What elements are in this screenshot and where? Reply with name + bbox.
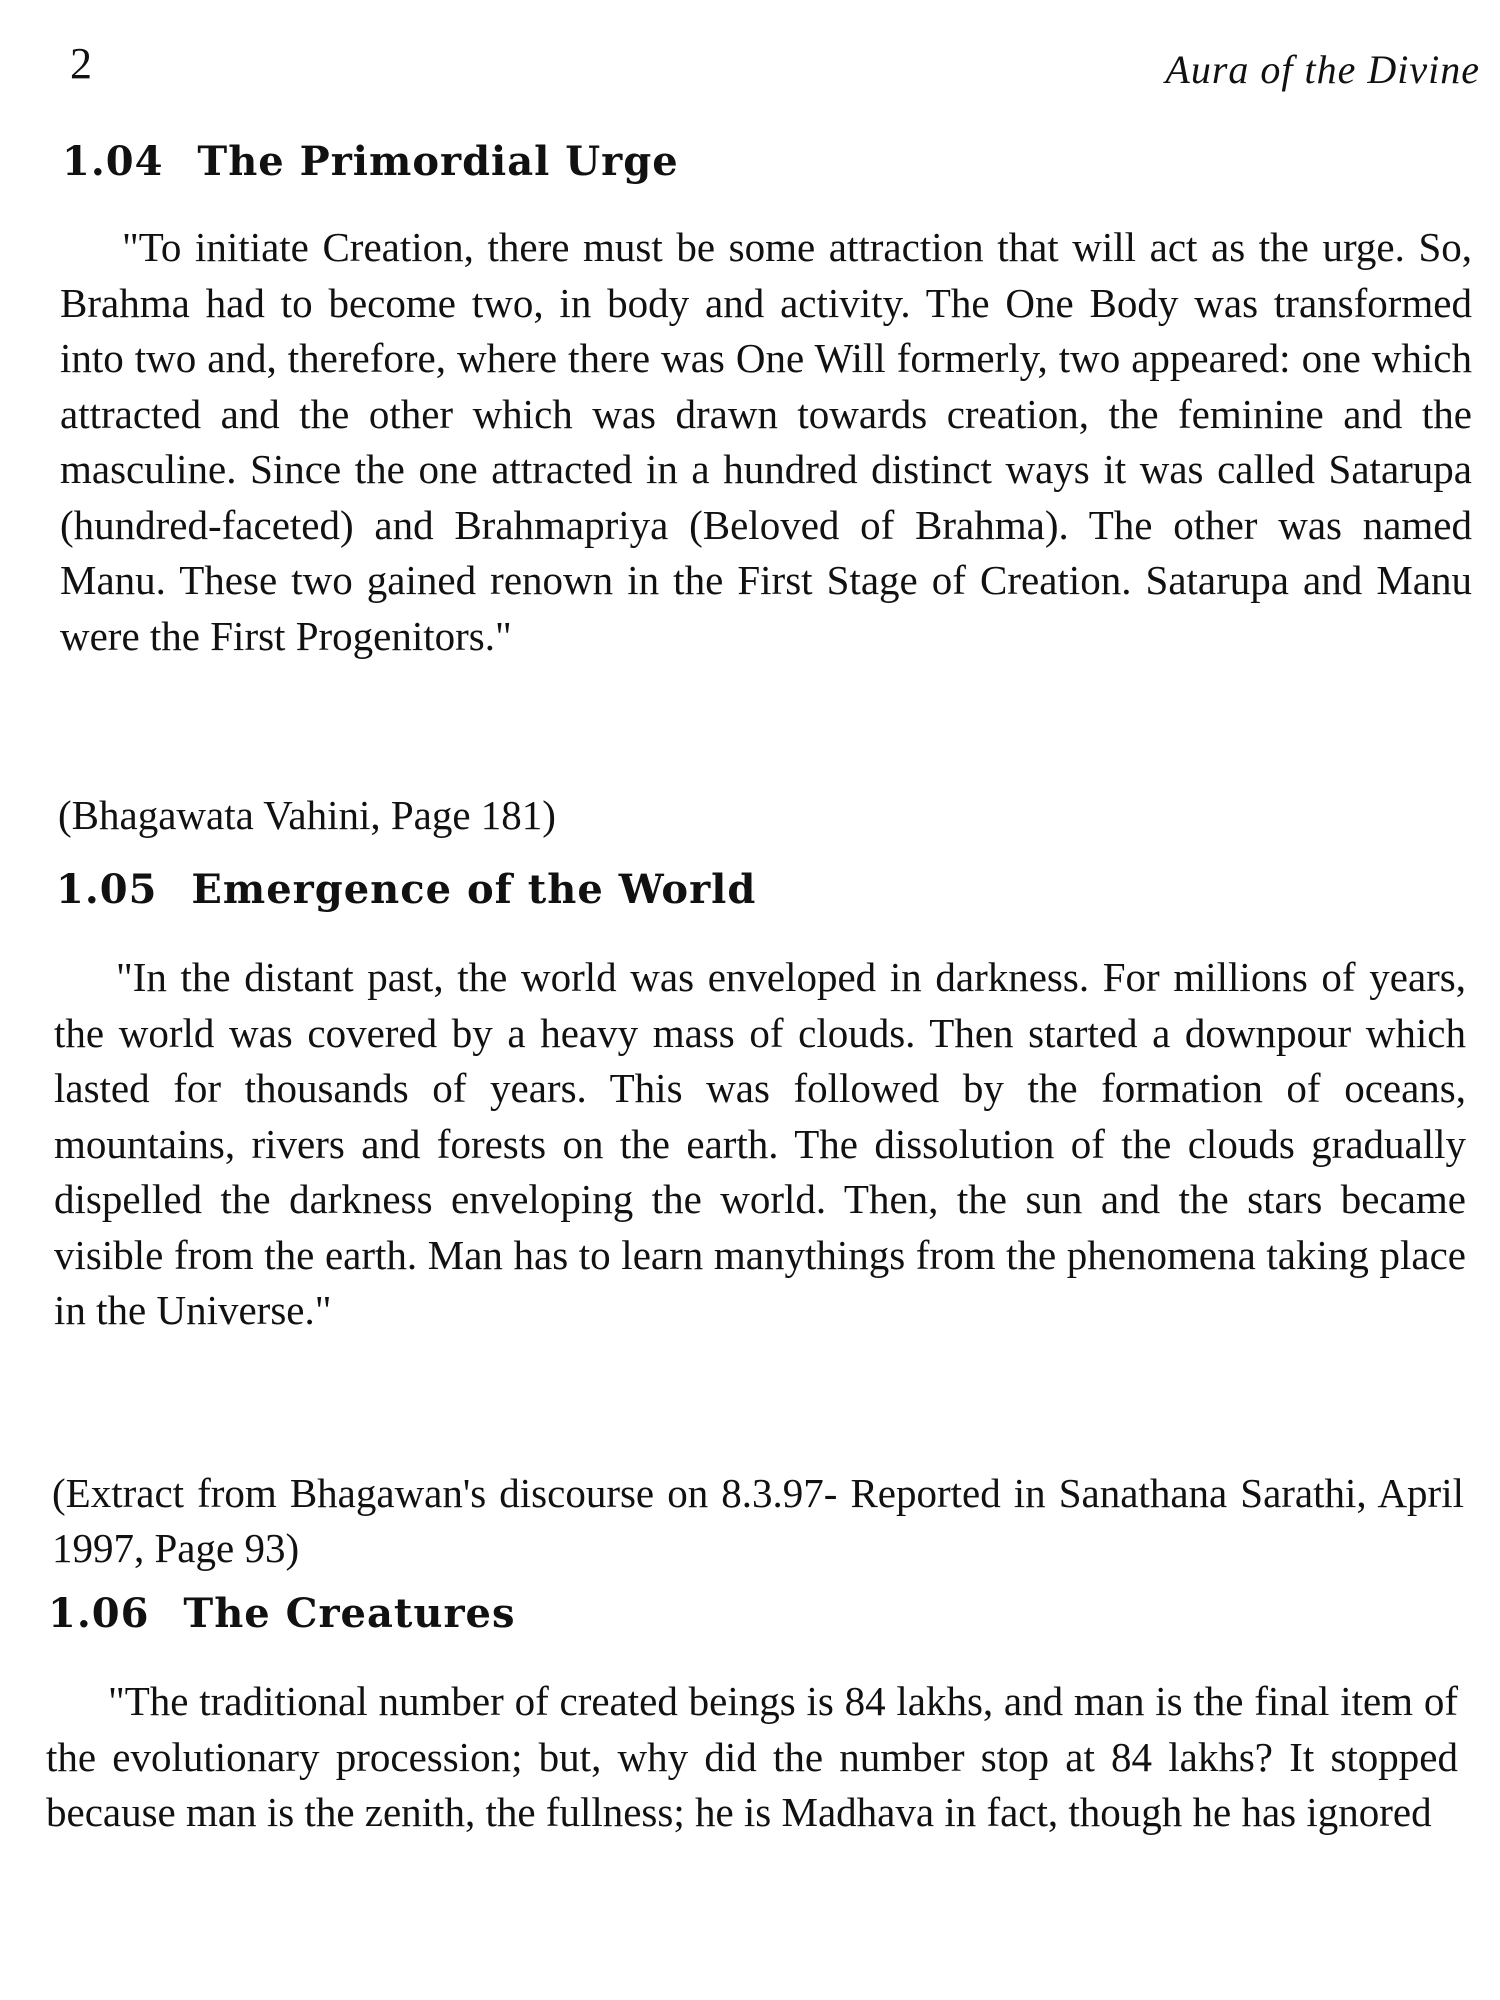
section-1-06	[0, 1590, 1500, 1835]
section-heading	[62, 138, 1500, 185]
section-body	[46, 1674, 1458, 1841]
page-header	[70, 38, 1480, 98]
section-1-04	[0, 138, 1500, 838]
section-body	[60, 220, 1472, 664]
section-title: The Primordial Urge	[197, 138, 679, 185]
section-heading	[56, 866, 1500, 913]
section-number: 1.06	[48, 1590, 150, 1637]
page-number: 2	[70, 39, 92, 88]
section-title: The Creatures	[183, 1590, 516, 1637]
quote-paragraph: "In the distant past, the world was enveloped in darkness. For millions of years, the world was covered by a heavy mass of clouds. Then started a downpour which lasted for thousands of years. This was followed by the formation of oceans, mountains, rivers and forests on the earth. The dissolution of the clouds gradually dispelled the darkness enveloping the world. Then, the sun and the stars became visible from the earth. Man has to learn manythings from the phenomena taking place in the Universe."	[54, 954, 1466, 1333]
quote-paragraph: "To initiate Creation, there must be some attraction that will act as the urge. So, Brahma had to become two, in body and activity. The One Body was transformed into two and, therefore, where there was One Will formerly, two appeared: one which attracted and the other which was drawn towards creation, the feminine and the masculine. Since the one attracted in a hundred distinct ways it was called Satarupa (hundred-faceted) and Brahmapriya (Beloved of Brahma). The other was named Manu. These two gained renown in the First Stage of Creation. Satarupa and Manu were the First Progenitors."	[60, 224, 1472, 659]
running-title: Aura of the Divine	[1165, 47, 1480, 92]
section-citation: (Extract from Bhagawan's discourse on 8.3.97- Reported in Sanathana Sarathi, April 1997, Page 93)	[52, 1470, 1464, 1571]
section-title: Emergence of the World	[191, 866, 757, 913]
section-number: 1.04	[62, 138, 164, 185]
section-number: 1.05	[56, 866, 158, 913]
section-1-05	[0, 866, 1500, 1571]
section-citation: (Bhagawata Vahini, Page 181)	[58, 792, 556, 838]
section-heading	[48, 1590, 1500, 1637]
quote-paragraph: "The traditional number of created beings is 84 lakhs, and man is the final item of the evolutionary procession; but, why did the number stop at 84 lakhs? It stopped because man is the zenith, the fullness; he is Madhava in fact, though he has ignored	[46, 1678, 1458, 1835]
section-body	[54, 950, 1466, 1339]
